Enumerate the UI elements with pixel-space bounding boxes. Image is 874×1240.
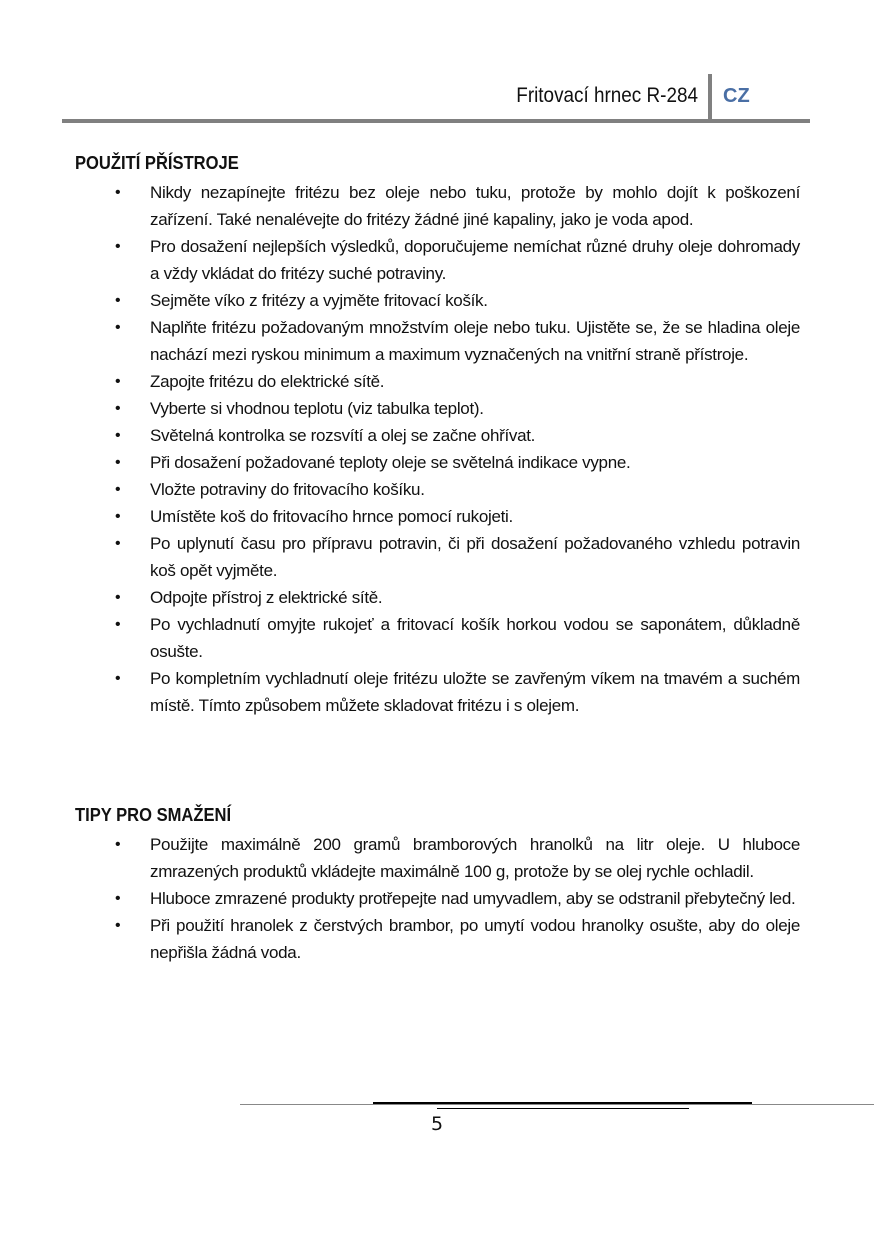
list-item-text: Naplňte fritézu požadovaným množstvím oleje nebo tuku. Ujistěte se, že se hladina oleje nachází mezi ryskou minimum a maximum vyznačených na vnitřní straně přístroje. bbox=[150, 318, 800, 364]
list-item bbox=[75, 233, 800, 287]
section-tips bbox=[75, 802, 800, 966]
list-item-text: Hluboce zmrazené produkty protřepejte nad umyvadlem, aby se odstranil přebytečný led. bbox=[150, 889, 796, 908]
bullet-icon: • bbox=[115, 890, 121, 907]
list-item bbox=[75, 179, 800, 233]
list-item-text: Po kompletním vychladnutí oleje fritézu uložte se zavřeným víkem na tmavém a suchém místě. Tímto způsobem můžete skladovat fritézu i s olejem. bbox=[150, 669, 800, 715]
bullet-icon: • bbox=[115, 238, 121, 255]
bullet-icon: • bbox=[115, 292, 121, 309]
list-item bbox=[75, 885, 800, 912]
list-item-text: Zapojte fritézu do elektrické sítě. bbox=[150, 372, 385, 391]
bullet-icon: • bbox=[115, 836, 121, 853]
list-item-text: Vložte potraviny do fritovacího košíku. bbox=[150, 480, 425, 499]
list-item bbox=[75, 584, 800, 611]
bullet-icon: • bbox=[115, 319, 121, 336]
header-rule bbox=[62, 119, 810, 123]
bullet-icon: • bbox=[115, 508, 121, 525]
list-item bbox=[75, 665, 800, 719]
list-item-text: Vyberte si vhodnou teplotu (viz tabulka teplot). bbox=[150, 399, 484, 418]
bullet-icon: • bbox=[115, 400, 121, 417]
list-item-text: Po uplynutí času pro přípravu potravin, či při dosažení požadovaného vzhledu potravin koš opět vyjměte. bbox=[150, 534, 800, 580]
list-item-text: Nikdy nezapínejte fritézu bez oleje nebo tuku, protože by mohlo dojít k poškození zařízení. Také nenalévejte do fritézy žádné jiné kapaliny, jako je voda apod. bbox=[150, 183, 800, 229]
header-language: CZ bbox=[723, 85, 750, 107]
list-item-text: Po vychladnutí omyjte rukojeť a fritovací košík horkou vodou se saponátem, důkladně osušte. bbox=[150, 615, 800, 661]
list-item bbox=[75, 368, 800, 395]
bullet-icon: • bbox=[115, 917, 121, 934]
list-item-text: Světelná kontrolka se rozsvítí a olej se začne ohřívat. bbox=[150, 426, 536, 445]
list-item bbox=[75, 314, 800, 368]
list-item-text: Pro dosažení nejlepších výsledků, doporučujeme nemíchat různé druhy oleje dohromady a vždy vkládat do fritézy suché potraviny. bbox=[150, 237, 800, 283]
bullet-icon: • bbox=[115, 616, 121, 633]
bullet-icon: • bbox=[115, 373, 121, 390]
bullet-icon: • bbox=[115, 454, 121, 471]
list-item bbox=[75, 503, 800, 530]
section-heading: TIPY PRO SMAŽENÍ bbox=[75, 805, 232, 825]
list-item bbox=[75, 422, 800, 449]
header-title: Fritovací hrnec R-284 bbox=[516, 84, 698, 107]
bullet-list bbox=[75, 831, 800, 966]
bullet-icon: • bbox=[115, 184, 121, 201]
bullet-icon: • bbox=[115, 589, 121, 606]
section-heading: POUŽITÍ PŘÍSTROJE bbox=[75, 153, 239, 173]
list-item bbox=[75, 530, 800, 584]
footer-rule bbox=[437, 1108, 689, 1109]
list-item-text: Při dosažení požadované teploty oleje se světelná indikace vypne. bbox=[150, 453, 631, 472]
list-item bbox=[75, 912, 800, 966]
list-item-text: Odpojte přístroj z elektrické sítě. bbox=[150, 588, 383, 607]
list-item bbox=[75, 449, 800, 476]
list-item bbox=[75, 395, 800, 422]
bullet-icon: • bbox=[115, 481, 121, 498]
footer-rule bbox=[240, 1104, 874, 1105]
bullet-icon: • bbox=[115, 535, 121, 552]
list-item bbox=[75, 476, 800, 503]
section-usage bbox=[75, 150, 800, 719]
list-item bbox=[75, 287, 800, 314]
list-item-text: Sejměte víko z fritézy a vyjměte fritovací košík. bbox=[150, 291, 488, 310]
list-item-text: Použijte maximálně 200 gramů bramborových hranolků na litr oleje. U hluboce zmrazených produktů vkládejte maximálně 100 g, protože by se olej rychle ochladil. bbox=[150, 835, 800, 881]
list-item-text: Umístěte koš do fritovacího hrnce pomocí rukojeti. bbox=[150, 507, 513, 526]
footer-rule bbox=[373, 1102, 752, 1104]
bullet-list bbox=[75, 179, 800, 719]
bullet-icon: • bbox=[115, 427, 121, 444]
page-number: 5 bbox=[431, 1113, 444, 1135]
list-item bbox=[75, 831, 800, 885]
header-separator bbox=[708, 74, 712, 120]
list-item-text: Při použití hranolek z čerstvých brambor, po umytí vodou hranolky osušte, aby do oleje nepřišla žádná voda. bbox=[150, 916, 800, 962]
bullet-icon: • bbox=[115, 670, 121, 687]
list-item bbox=[75, 611, 800, 665]
